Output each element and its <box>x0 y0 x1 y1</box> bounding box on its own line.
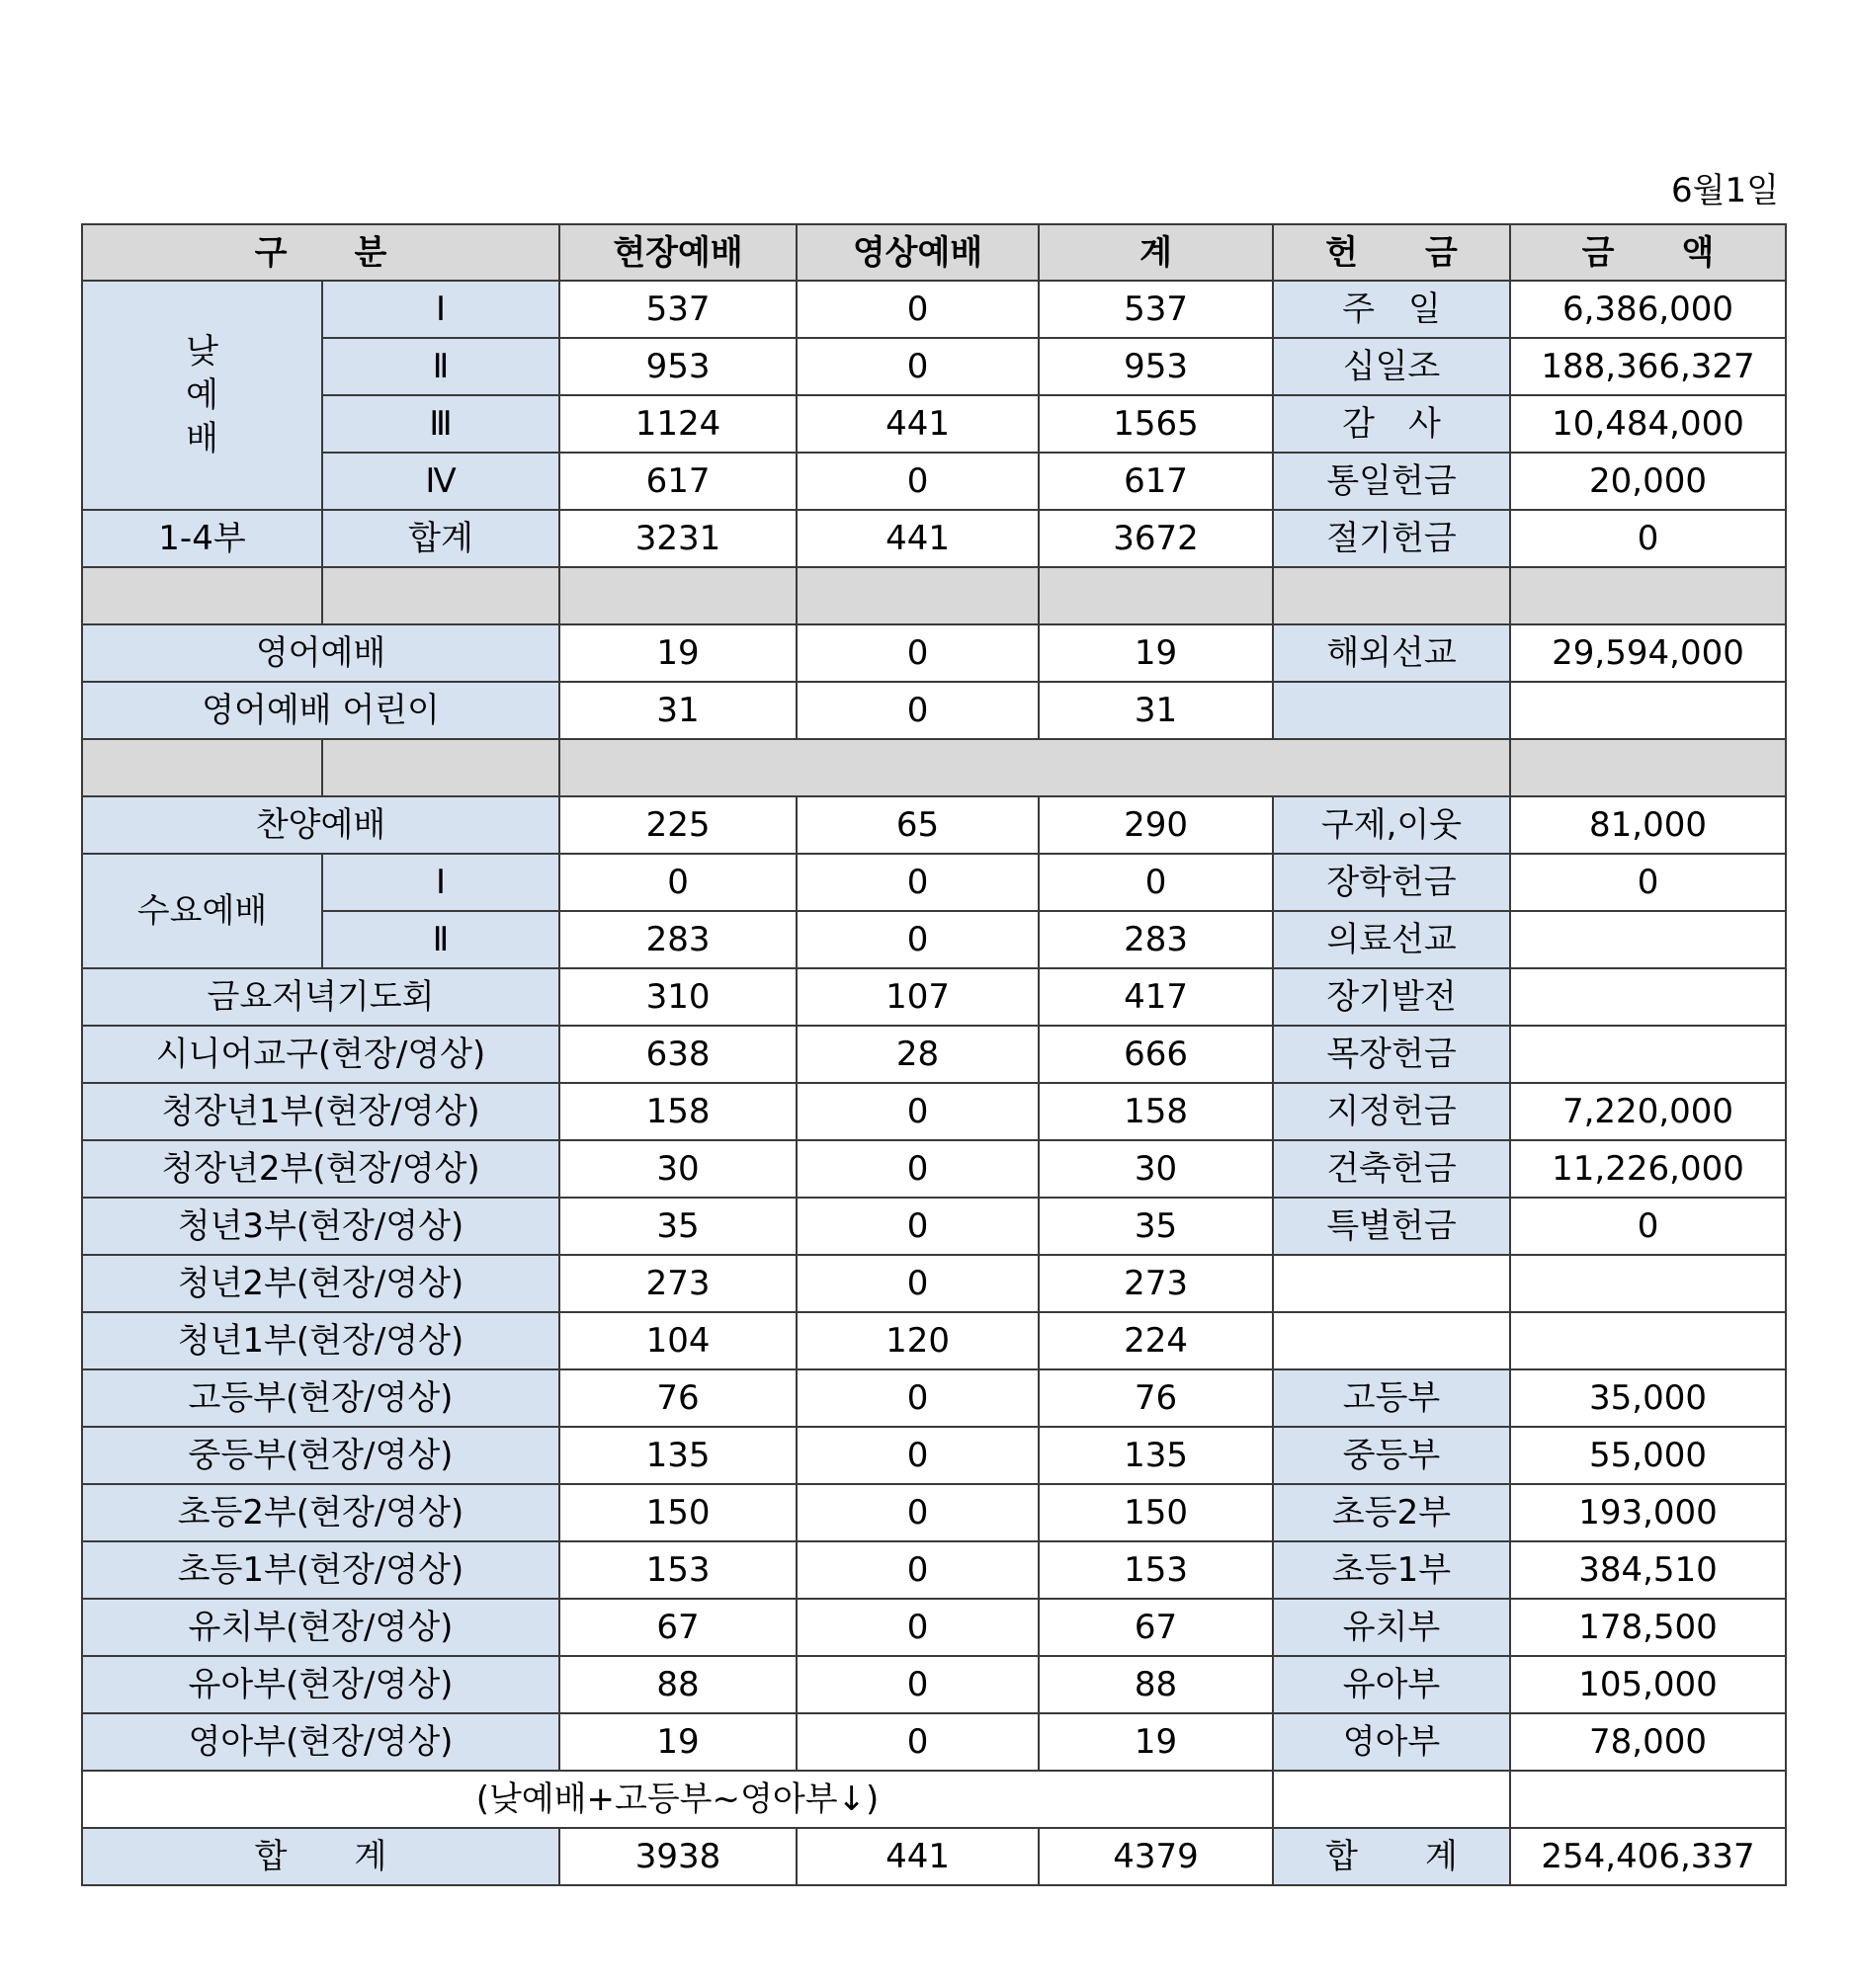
offering-amount <box>1510 1026 1786 1083</box>
service-label: 초등1부(현장/영상) <box>82 1541 559 1599</box>
service-label: 유치부(현장/영상) <box>82 1599 559 1656</box>
table-row <box>82 968 1786 1026</box>
table-row <box>82 1140 1786 1198</box>
header-category: 구 분 <box>82 224 559 281</box>
video-count: 441 <box>797 510 1039 567</box>
offering-amount: 188,366,327 <box>1510 338 1786 395</box>
onsite-count: 19 <box>559 624 797 682</box>
grand-total-row <box>82 1828 1786 1885</box>
total-count: 67 <box>1039 1599 1273 1656</box>
offering-label: 통일헌금 <box>1273 453 1510 510</box>
offering-amount: 35,000 <box>1510 1369 1786 1427</box>
onsite-count: 225 <box>559 796 797 854</box>
offering-label: 초등2부 <box>1273 1484 1510 1541</box>
service-label: 청장년2부(현장/영상) <box>82 1140 559 1198</box>
service-label: 시니어교구(현장/영상) <box>82 1026 559 1083</box>
onsite-count: 135 <box>559 1427 797 1484</box>
service-label: 영어예배 어린이 <box>82 682 559 739</box>
table-row <box>82 911 1786 968</box>
table-row <box>82 1484 1786 1541</box>
offering-label: 건축헌금 <box>1273 1140 1510 1198</box>
onsite-count: 283 <box>559 911 797 968</box>
onsite-count: 617 <box>559 453 797 510</box>
onsite-count: 104 <box>559 1312 797 1369</box>
onsite-count: 273 <box>559 1255 797 1312</box>
service-label: 영아부(현장/영상) <box>82 1713 559 1771</box>
video-count: 441 <box>797 1828 1039 1885</box>
offering-amount: 0 <box>1510 1198 1786 1255</box>
offering-label: 십일조 <box>1273 338 1510 395</box>
video-count: 441 <box>797 395 1039 453</box>
total-count: 3672 <box>1039 510 1273 567</box>
total-count: 0 <box>1039 854 1273 911</box>
header-video: 영상예배 <box>797 224 1039 281</box>
header-total: 계 <box>1039 224 1273 281</box>
service-label: 유아부(현장/영상) <box>82 1656 559 1713</box>
video-count: 28 <box>797 1026 1039 1083</box>
total-count: 273 <box>1039 1255 1273 1312</box>
onsite-count: 0 <box>559 854 797 911</box>
onsite-count: 537 <box>559 281 797 338</box>
video-count: 0 <box>797 1484 1039 1541</box>
header-onsite: 현장예배 <box>559 224 797 281</box>
offering-amount: 178,500 <box>1510 1599 1786 1656</box>
offering-label: 고등부 <box>1273 1369 1510 1427</box>
video-count: 0 <box>797 1656 1039 1713</box>
offering-amount: 193,000 <box>1510 1484 1786 1541</box>
offering-amount: 29,594,000 <box>1510 624 1786 682</box>
table-row <box>82 1255 1786 1312</box>
offering-label: 지정헌금 <box>1273 1083 1510 1140</box>
total-count: 953 <box>1039 338 1273 395</box>
video-count: 120 <box>797 1312 1039 1369</box>
video-count: 0 <box>797 1541 1039 1599</box>
offering-total-label: 합 계 <box>1273 1828 1510 1885</box>
offering-label: 구제,이웃 <box>1273 796 1510 854</box>
onsite-count: 3938 <box>559 1828 797 1885</box>
report-date: 6월1일 <box>1671 171 1779 210</box>
service-label: 찬양예배 <box>82 796 559 854</box>
video-count: 0 <box>797 453 1039 510</box>
onsite-count: 150 <box>559 1484 797 1541</box>
table-row <box>82 338 1786 395</box>
offering-amount <box>1510 682 1786 739</box>
note-row <box>82 1771 1786 1828</box>
total-count: 31 <box>1039 682 1273 739</box>
service-label: 금요저녁기도회 <box>82 968 559 1026</box>
total-count: 153 <box>1039 1541 1273 1599</box>
total-count: 283 <box>1039 911 1273 968</box>
total-count: 135 <box>1039 1427 1273 1484</box>
table-row <box>82 682 1786 739</box>
onsite-count: 638 <box>559 1026 797 1083</box>
wednesday-label: 수요예배 <box>82 854 322 968</box>
onsite-count: 1124 <box>559 395 797 453</box>
total-count: 1565 <box>1039 395 1273 453</box>
onsite-count: 31 <box>559 682 797 739</box>
total-count: 88 <box>1039 1656 1273 1713</box>
total-count: 35 <box>1039 1198 1273 1255</box>
total-count: 150 <box>1039 1484 1273 1541</box>
table-row <box>82 1713 1786 1771</box>
total-count: 617 <box>1039 453 1273 510</box>
total-count: 224 <box>1039 1312 1273 1369</box>
offering-amount: 7,220,000 <box>1510 1083 1786 1140</box>
total-count: 537 <box>1039 281 1273 338</box>
video-count: 0 <box>797 682 1039 739</box>
table-row <box>82 1599 1786 1656</box>
offering-label: 유아부 <box>1273 1656 1510 1713</box>
offering-amount: 55,000 <box>1510 1427 1786 1484</box>
onsite-count: 3231 <box>559 510 797 567</box>
onsite-count: 88 <box>559 1656 797 1713</box>
offering-amount: 0 <box>1510 510 1786 567</box>
video-count: 0 <box>797 1427 1039 1484</box>
table-row <box>82 1198 1786 1255</box>
attendance-offering-table <box>81 223 1787 1886</box>
subtotal-row <box>82 510 1786 567</box>
video-count: 0 <box>797 854 1039 911</box>
offering-label: 목장헌금 <box>1273 1026 1510 1083</box>
offering-label: 주 일 <box>1273 281 1510 338</box>
total-count: 76 <box>1039 1369 1273 1427</box>
offering-amount: 0 <box>1510 854 1786 911</box>
service-label: 영어예배 <box>82 624 559 682</box>
offering-label: 특별헌금 <box>1273 1198 1510 1255</box>
service-label: 청년2부(현장/영상) <box>82 1255 559 1312</box>
onsite-count: 310 <box>559 968 797 1026</box>
offering-amount: 384,510 <box>1510 1541 1786 1599</box>
offering-label: 유치부 <box>1273 1599 1510 1656</box>
video-count: 0 <box>797 338 1039 395</box>
part-label: Ⅱ <box>322 911 559 968</box>
onsite-count: 30 <box>559 1140 797 1198</box>
offering-label: 초등1부 <box>1273 1541 1510 1599</box>
offering-label <box>1273 1312 1510 1369</box>
table-row <box>82 796 1786 854</box>
header-offering: 헌 금 <box>1273 224 1510 281</box>
table-row <box>82 624 1786 682</box>
video-count: 0 <box>797 1140 1039 1198</box>
part-label: Ⅳ <box>322 453 559 510</box>
onsite-count: 35 <box>559 1198 797 1255</box>
video-count: 0 <box>797 1599 1039 1656</box>
table-row <box>82 1312 1786 1369</box>
part-label: Ⅰ <box>322 281 559 338</box>
part-label: Ⅰ <box>322 854 559 911</box>
offering-amount <box>1510 1255 1786 1312</box>
service-label: 청장년1부(현장/영상) <box>82 1083 559 1140</box>
total-count: 417 <box>1039 968 1273 1026</box>
offering-label: 감 사 <box>1273 395 1510 453</box>
total-count: 19 <box>1039 624 1273 682</box>
table-row <box>82 854 1786 911</box>
video-count: 0 <box>797 1083 1039 1140</box>
total-count: 666 <box>1039 1026 1273 1083</box>
offering-amount: 6,386,000 <box>1510 281 1786 338</box>
total-count: 19 <box>1039 1713 1273 1771</box>
offering-label <box>1273 682 1510 739</box>
video-count: 107 <box>797 968 1039 1026</box>
header-row <box>82 224 1786 281</box>
table-row <box>82 453 1786 510</box>
video-count: 65 <box>797 796 1039 854</box>
offering-amount: 10,484,000 <box>1510 395 1786 453</box>
total-count: 4379 <box>1039 1828 1273 1885</box>
offering-amount: 20,000 <box>1510 453 1786 510</box>
video-count: 0 <box>797 1713 1039 1771</box>
onsite-count: 76 <box>559 1369 797 1427</box>
offering-label <box>1273 1255 1510 1312</box>
table-row <box>82 1369 1786 1427</box>
offering-amount: 11,226,000 <box>1510 1140 1786 1198</box>
offering-amount: 81,000 <box>1510 796 1786 854</box>
offering-label: 중등부 <box>1273 1427 1510 1484</box>
onsite-count: 158 <box>559 1083 797 1140</box>
video-count: 0 <box>797 624 1039 682</box>
video-count: 0 <box>797 281 1039 338</box>
table-row <box>82 281 1786 338</box>
offering-label: 의료선교 <box>1273 911 1510 968</box>
total-count: 158 <box>1039 1083 1273 1140</box>
subtotal-label: 1-4부 <box>82 510 322 567</box>
header-amount: 금 액 <box>1510 224 1786 281</box>
table-row <box>82 395 1786 453</box>
offering-amount <box>1510 911 1786 968</box>
total-count: 290 <box>1039 796 1273 854</box>
service-label: 초등2부(현장/영상) <box>82 1484 559 1541</box>
service-label: 중등부(현장/영상) <box>82 1427 559 1484</box>
total-count: 30 <box>1039 1140 1273 1198</box>
table-row <box>82 1026 1786 1083</box>
spacer-row <box>82 567 1786 624</box>
service-label: 청년3부(현장/영상) <box>82 1198 559 1255</box>
video-count: 0 <box>797 1255 1039 1312</box>
offering-amount <box>1510 968 1786 1026</box>
offering-amount: 78,000 <box>1510 1713 1786 1771</box>
table-row <box>82 1541 1786 1599</box>
service-label: 고등부(현장/영상) <box>82 1369 559 1427</box>
day-service-label: 낮 예 배 <box>82 281 322 510</box>
spacer-row <box>82 739 1786 796</box>
offering-total-amount: 254,406,337 <box>1510 1828 1786 1885</box>
part-label: Ⅱ <box>322 338 559 395</box>
table-row <box>82 1083 1786 1140</box>
offering-amount: 105,000 <box>1510 1656 1786 1713</box>
table-row <box>82 1427 1786 1484</box>
onsite-count: 953 <box>559 338 797 395</box>
subtotal-part: 합계 <box>322 510 559 567</box>
offering-label: 절기헌금 <box>1273 510 1510 567</box>
video-count: 0 <box>797 1369 1039 1427</box>
offering-label: 장학헌금 <box>1273 854 1510 911</box>
offering-label: 장기발전 <box>1273 968 1510 1026</box>
offering-label: 영아부 <box>1273 1713 1510 1771</box>
grand-total-label: 합 계 <box>82 1828 559 1885</box>
onsite-count: 19 <box>559 1713 797 1771</box>
onsite-count: 153 <box>559 1541 797 1599</box>
service-label: 청년1부(현장/영상) <box>82 1312 559 1369</box>
video-count: 0 <box>797 911 1039 968</box>
table-row <box>82 1656 1786 1713</box>
video-count: 0 <box>797 1198 1039 1255</box>
offering-amount <box>1510 1312 1786 1369</box>
offering-label: 해외선교 <box>1273 624 1510 682</box>
part-label: Ⅲ <box>322 395 559 453</box>
total-note: (낮예배+고등부~영아부↓) <box>82 1771 1273 1828</box>
onsite-count: 67 <box>559 1599 797 1656</box>
